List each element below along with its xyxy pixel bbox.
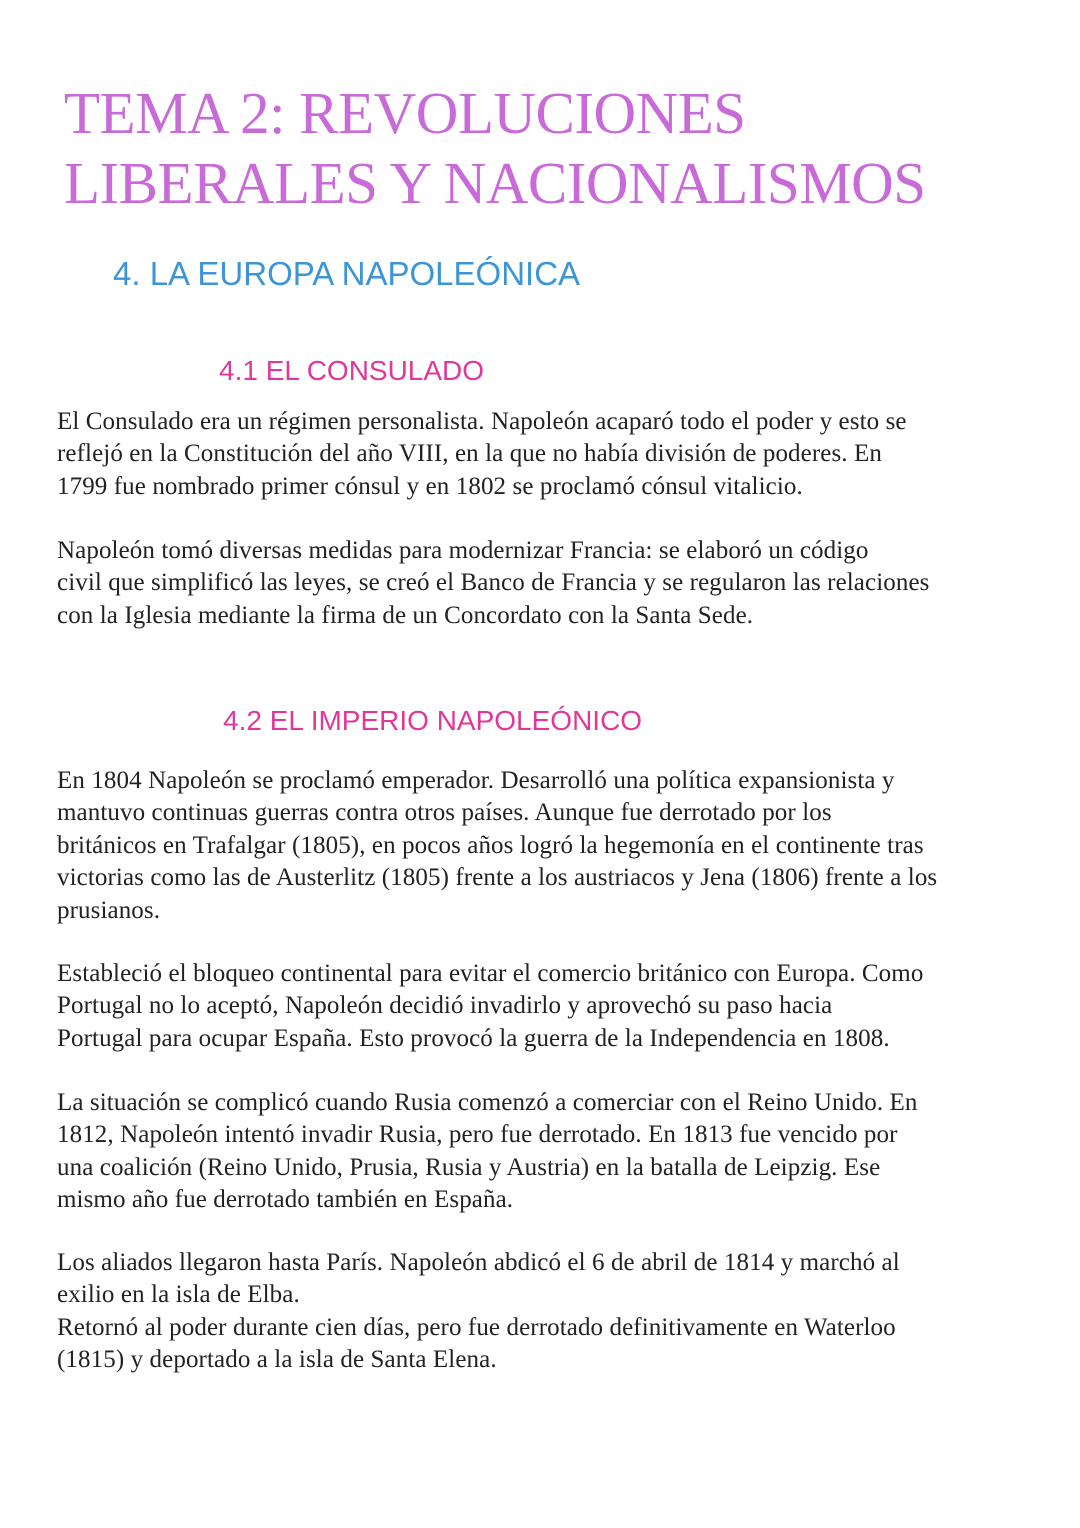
text-line: Portugal no lo aceptó, Napoleón decidió invadirlo y aprovechó su paso hacia (57, 992, 833, 1020)
text-line: victorias como las de Austerlitz (1805) frente a los austriacos y Jena (1806) frente a los (57, 864, 938, 892)
text-line: 1799 fue nombrado primer cónsul y en 1802 se proclamó cónsul vitalicio. (57, 472, 803, 500)
paragraph (57, 1247, 1042, 1377)
text-line: con la Iglesia mediante la firma de un Concordato con la Santa Sede. (57, 601, 754, 629)
text-line: La situación se complicó cuando Rusia comenzó a comerciar con el Reino Unido. En (57, 1089, 918, 1116)
text-line: británicos en Trafalgar (1805), en pocos años logró la hegemonía en el continente tras (57, 831, 924, 859)
text-line: Portugal para ocupar España. Esto provocó la guerra de la Independencia en 1808. (57, 1024, 890, 1052)
paragraph (57, 406, 1042, 503)
title-line: LIBERALES Y NACIONALISMOS (64, 150, 926, 216)
text-line: 1812, Napoleón intentó invadir Rusia, pero fue derrotado. En 1813 fue vencido por (57, 1121, 898, 1149)
text-line: Los aliados llegaron hasta París. Napoleón abdicó el 6 de abril de 1814 y marchó al (57, 1249, 900, 1276)
text-line: mismo año fue derrotado también en España. (57, 1186, 514, 1214)
text-line: mantuvo continuas guerras contra otros países. Aunque fue derrotado por los (57, 799, 832, 827)
page-title (64, 78, 1024, 218)
text-line: Estableció el bloqueo continental para evitar el comercio británico con Europa. Como (57, 960, 924, 987)
paragraph (57, 1087, 1042, 1217)
text-line: prusianos. (57, 896, 161, 924)
text-line: civil que simplificó las leyes, se creó el Banco de Francia y se regularon las relaciones (57, 569, 930, 597)
paragraph (57, 765, 1042, 927)
text-line: reflejó en la Constitución del año VIII, en la que no había división de poderes. En (57, 440, 882, 468)
title-line: TEMA 2: REVOLUCIONES (64, 80, 746, 146)
text-line: En 1804 Napoleón se proclamó emperador. Desarrolló una política expansionista y (57, 767, 895, 794)
paragraph (57, 958, 1042, 1055)
subsection-title-consulado: 4.1 EL CONSULADO (219, 355, 485, 386)
paragraph (57, 535, 1042, 632)
text-line: Napoleón tomó diversas medidas para modernizar Francia: se elaboró un código (57, 537, 869, 564)
text-line: Retornó al poder durante cien días, pero fue derrotado definitivamente en Waterloo (57, 1313, 896, 1341)
subsection-title-imperio: 4.2 EL IMPERIO NAPOLEÓNICO (223, 705, 643, 736)
text-line: (1815) y deportado a la isla de Santa Elena. (57, 1346, 497, 1374)
text-line: una coalición (Reino Unido, Prusia, Rusia y Austria) en la batalla de Leipzig. Ese (57, 1153, 881, 1181)
section-title: 4. LA EUROPA NAPOLEÓNICA (113, 255, 581, 292)
text-line: exilio en la isla de Elba. (57, 1281, 300, 1309)
text-line: El Consulado era un régimen personalista. Napoleón acaparó todo el poder y esto se (57, 408, 907, 435)
